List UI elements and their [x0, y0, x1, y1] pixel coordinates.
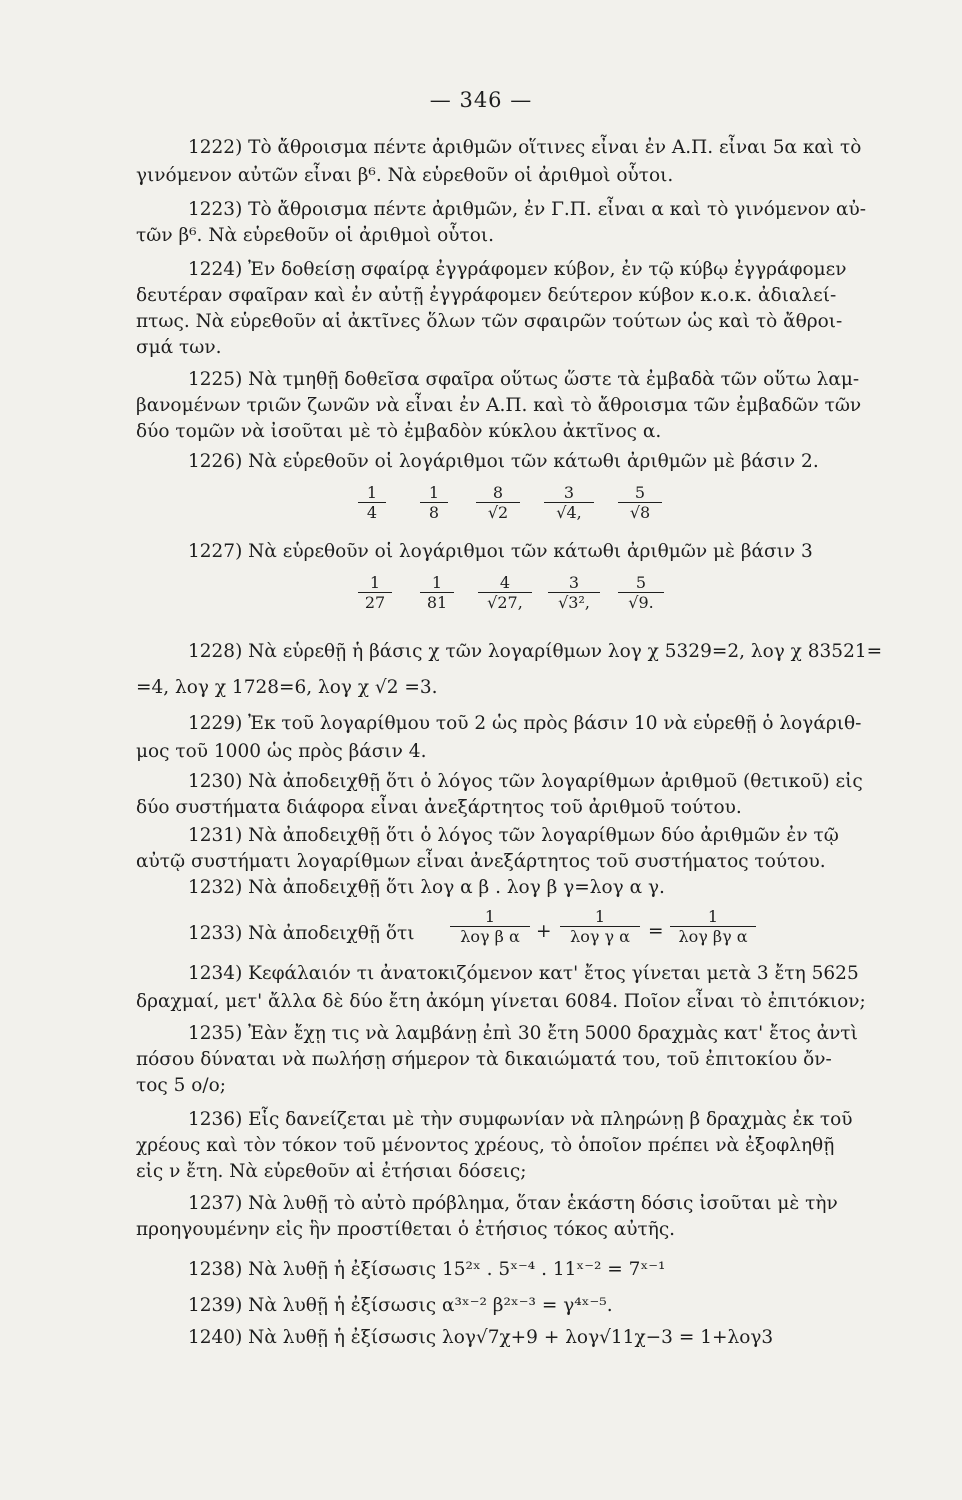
problem-1229-line-1: 1229) Ἐκ τοῦ λογαρίθμου τοῦ 2 ὡς πρὸς βάσιν 10 νὰ εὑρεθῇ ὁ λογάριθ-	[188, 713, 862, 734]
fraction-1227-4: $\frac{3}{\text{√3²,}}$	[548, 574, 600, 613]
fraction-1227-3: $\frac{4}{√27,}$	[478, 574, 532, 613]
problem-1233-prefix: 1233) Νὰ ἀποδειχθῇ ὅτι	[188, 923, 415, 944]
problem-1237-line-1: 1237) Νὰ λυθῇ τὸ αὐτὸ πρόβλημα, ὅταν ἑκάστη δόσις ἰσοῦται μὲ τὴν	[188, 1193, 838, 1214]
problem-1226-line-1: 1226) Νὰ εὑρεθοῦν οἱ λογάριθμοι τῶν κάτωθι ἀριθμῶν μὲ βάσιν 2.	[188, 451, 819, 472]
problem-1222-line-1: 1222) Τὸ ἄθροισμα πέντε ἀριθμῶν οἵτινες εἶναι ἐν Α.Π. εἶναι 5α καὶ τὸ	[188, 137, 862, 158]
problem-1231-line-2: αὐτῷ συστήματι λογαρίθμων εἶναι ἀνεξάρτητος τοῦ συστήματος τούτου.	[136, 851, 826, 872]
problem-1230-line-2: δύο συστήματα διάφορα εἶναι ἀνεξάρτητος τοῦ ἀριθμοῦ τούτου.	[136, 797, 742, 818]
problem-1224-line-1: 1224) Ἐν δοθείσῃ σφαίρᾳ ἐγγράφομεν κύβον, ἐν τῷ κύβῳ ἐγγράφομεν	[188, 259, 847, 280]
problem-1223-line-2: τῶν β⁶. Νὰ εὑρεθοῦν οἱ ἀριθμοὶ οὗτοι.	[136, 225, 495, 246]
problem-1227-line-1: 1227) Νὰ εὑρεθοῦν οἱ λογάριθμοι τῶν κάτωθι ἀριθμῶν μὲ βάσιν 3	[188, 541, 813, 562]
problem-1228-line-1: 1228) Νὰ εὑρεθῇ ἡ βάσις χ τῶν λογαρίθμων λογ χ 5329=2, λογ χ 83521=	[188, 641, 883, 662]
problem-1224-line-2: δευτέραν σφαῖραν καὶ ἐν αὐτῇ ἐγγράφομεν δεύτερον κύβον κ.ο.κ. ἀδιαλεί-	[136, 285, 837, 306]
problem-1236-line-1: 1236) Εἷς δανείζεται μὲ τὴν συμφωνίαν νὰ πληρώνῃ β δραχμὰς ἐκ τοῦ	[188, 1109, 853, 1130]
problem-1237-line-2: προηγουμένην εἰς ἣν προστίθεται ὁ ἐτήσιος τόκος αὐτῆς.	[136, 1219, 676, 1240]
problem-1229-line-2: μος τοῦ 1000 ὡς πρὸς βάσιν 4.	[136, 741, 427, 762]
problem-1224-line-4: σμά των.	[136, 337, 222, 358]
fraction-1233-3: 1 λογ βγ α	[670, 908, 756, 947]
problem-1222-line-2: γινόμενον αὐτῶν εἶναι β⁶. Νὰ εὑρεθοῦν οἱ ἀριθμοὶ οὗτοι.	[136, 165, 674, 186]
problem-1235-line-1: 1235) Ἐὰν ἔχῃ τις νὰ λαμβάνῃ ἐπὶ 30 ἔτη 5000 δραχμὰς κατ' ἔτος ἀντὶ	[188, 1023, 858, 1044]
problem-1234-line-2: δραχμαί, μετ' ἄλλα δὲ δύο ἔτη ἀκόμη γίνεται 6084. Ποῖον εἶναι τὸ ἐπιτόκιον;	[136, 991, 866, 1012]
problem-1235-line-3: τος 5 ο/ο;	[136, 1075, 227, 1096]
page-number: — 346 —	[429, 88, 533, 112]
problem-1231-line-1: 1231) Νὰ ἀποδειχθῇ ὅτι ὁ λόγος τῶν λογαρίθμων δύο ἀριθμῶν ἐν τῷ	[188, 825, 839, 846]
plus-sign: +	[536, 921, 552, 942]
fraction-1233-2: 1 λογ γ α	[560, 908, 640, 947]
equals-sign: =	[648, 921, 664, 942]
problem-1225-line-3: δύο τομῶν νὰ ἰσοῦται μὲ τὸ ἐμβαδὸν κύκλου ἀκτῖνος α.	[136, 421, 662, 442]
fraction-1226-1: $\frac{1}{4}$	[358, 484, 386, 523]
problem-1240-line-1: 1240) Νὰ λυθῇ ἡ ἐξίσωσις λογ√7χ+9 + λογ√11χ−3 = 1+λογ3	[188, 1327, 774, 1348]
problem-1234-line-1: 1234) Κεφάλαιόν τι ἀνατοκιζόμενον κατ' ἔτος γίνεται μετὰ 3 ἔτη 5625	[188, 963, 859, 984]
problem-1223-line-1: 1223) Τὸ ἄθροισμα πέντε ἀριθμῶν, ἐν Γ.Π. εἶναι α καὶ τὸ γινόμενον αὐ-	[188, 199, 867, 220]
problem-1239-line-1: 1239) Νὰ λυθῇ ἡ ἐξίσωσις α³ˣ⁻² β²ˣ⁻³ = γ⁴ˣ⁻⁵.	[188, 1295, 613, 1316]
problem-1230-line-1: 1230) Νὰ ἀποδειχθῇ ὅτι ὁ λόγος τῶν λογαρίθμων ἀριθμοῦ (θετικοῦ) εἰς	[188, 771, 863, 792]
problem-1225-line-2: βανομένων τριῶν ζωνῶν νὰ εἶναι ἐν Α.Π. καὶ τὸ ἄθροισμα τῶν ἐμβαδῶν τῶν	[136, 395, 862, 416]
problem-1236-line-2: χρέους καὶ τὸν τόκον τοῦ μένοντος χρέους, τὸ ὁποῖον πρέπει νὰ ἐξοφληθῇ	[136, 1135, 835, 1156]
problem-1224-line-3: πτως. Νὰ εὑρεθοῦν αἱ ἀκτῖνες ὅλων τῶν σφαιρῶν τούτων ὡς καὶ τὸ ἄθροι-	[136, 311, 843, 332]
fraction-1226-4: $\frac{3}{√4,}$	[544, 484, 594, 523]
problem-1236-line-3: εἰς ν ἔτη. Νὰ εὑρεθοῦν αἱ ἐτήσιαι δόσεις;	[136, 1161, 527, 1182]
fraction-1227-1: $\frac{1}{27}$	[358, 574, 392, 613]
fraction-1227-5: $\frac{5}{√9.}$	[618, 574, 664, 613]
problem-1225-line-1: 1225) Νὰ τμηθῇ δοθεῖσα σφαῖρα οὕτως ὥστε τὰ ἐμβαδὰ τῶν οὕτω λαμ-	[188, 369, 860, 390]
fraction-1233-1: 1 λογ β α	[450, 908, 530, 947]
fraction-1226-5: $\frac{5}{√8}$	[618, 484, 662, 523]
problem-1238-line-1: 1238) Νὰ λυθῇ ἡ ἐξίσωσις 15²ˣ . 5ˣ⁻⁴ . 11ˣ⁻² = 7ˣ⁻¹	[188, 1259, 666, 1280]
problem-1228-line-2: =4, λογ χ 1728=6, λογ χ √2 =3.	[136, 677, 438, 698]
problem-1232-line-1: 1232) Νὰ ἀποδειχθῇ ὅτι λογ α β . λογ β γ=λογ α γ.	[188, 877, 665, 898]
fraction-1226-2: $\frac{1}{8}$	[420, 484, 448, 523]
fraction-1227-2: $\frac{1}{81}$	[420, 574, 454, 613]
fraction-1226-3: $\frac{8}{√2}$	[476, 484, 520, 523]
problem-1235-line-2: πόσου δύναται νὰ πωλήσῃ σήμερον τὰ δικαιώματά του, τοῦ ἐπιτοκίου ὄν-	[136, 1049, 832, 1070]
